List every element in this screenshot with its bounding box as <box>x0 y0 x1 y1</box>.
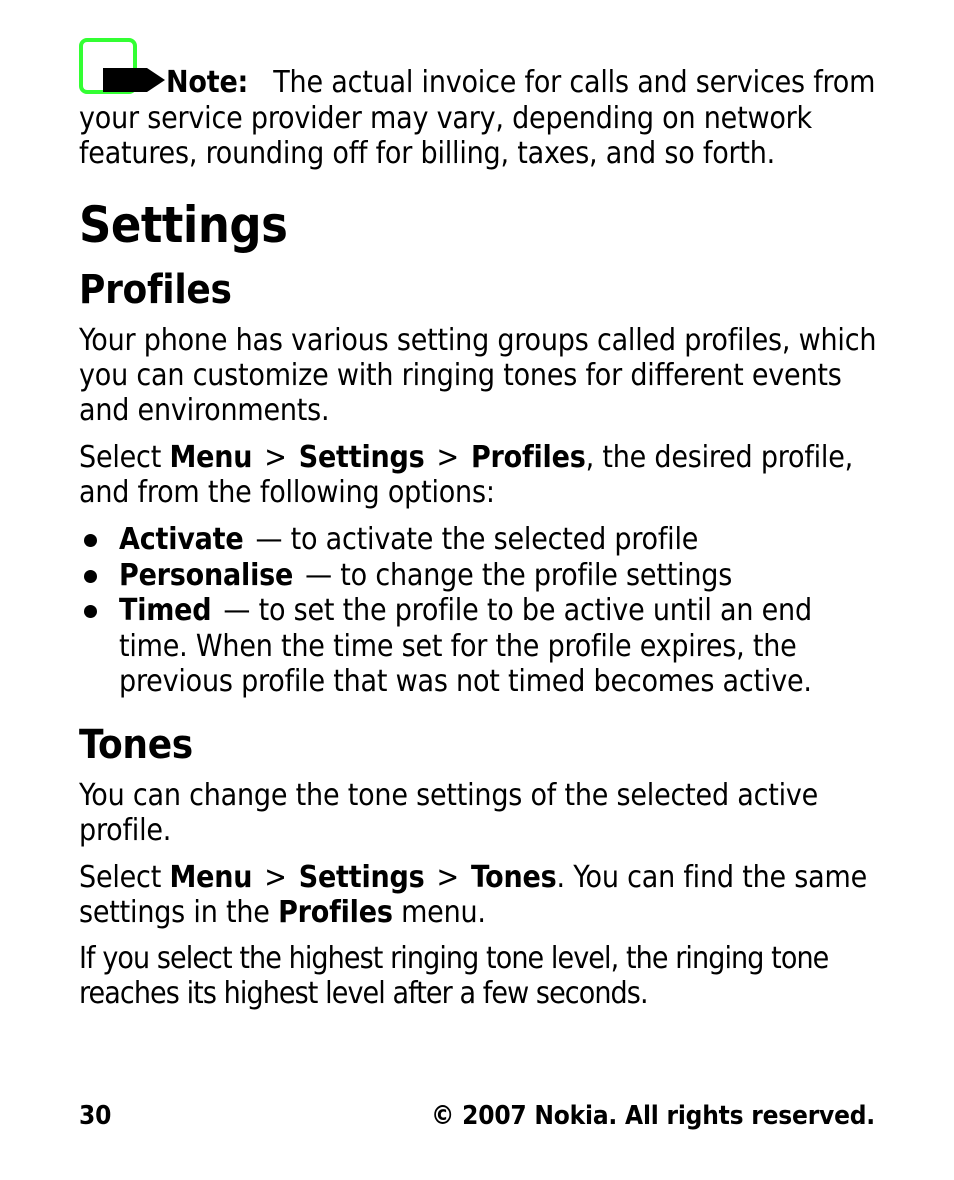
path-menu: Menu <box>169 860 253 895</box>
copyright: © 2007 Nokia. All rights reserved. <box>431 1101 875 1131</box>
tones-select-path <box>79 860 879 930</box>
option-desc: — to activate the selected profile <box>255 522 699 557</box>
bullet-icon <box>84 570 97 583</box>
note-text: The actual invoice for calls and services from your service provider may vary, depending on network features, rounding off for billing, taxes, and so forth. <box>79 65 876 171</box>
select-word: Select <box>79 440 162 475</box>
select-suffix: , the desired profile, and from the following options: <box>79 440 853 510</box>
tones-select-mid: . You can find the same settings in the <box>79 860 867 930</box>
path-separator: > <box>436 860 459 895</box>
select-word: Select <box>79 860 162 895</box>
tones-intro: You can change the tone settings of the selected active profile. <box>79 778 819 848</box>
bullet-icon <box>84 605 97 618</box>
path-menu: Menu <box>169 440 253 475</box>
path-separator: > <box>264 860 287 895</box>
profiles-select-path <box>79 440 879 510</box>
path-settings: Settings <box>298 440 425 475</box>
profiles-heading: Profiles <box>79 267 232 313</box>
list-item <box>79 522 879 558</box>
profiles-menu-label: Profiles <box>278 895 393 930</box>
page-title: Settings <box>79 196 288 254</box>
note-block <box>79 65 879 172</box>
path-separator: > <box>264 440 287 475</box>
option-name: Personalise <box>119 557 294 593</box>
tones-select-suffix: menu. <box>401 895 486 930</box>
note-label: Note: <box>166 65 249 100</box>
list-item <box>79 558 879 594</box>
profiles-intro: Your phone has various setting groups called profiles, which you can customize with ringing tones for different events and environments. <box>79 323 877 428</box>
tones-heading: Tones <box>79 722 193 768</box>
option-desc: — to change the profile settings <box>305 557 733 593</box>
option-name: Timed <box>119 593 212 628</box>
page-number: 30 <box>79 1101 112 1131</box>
note-icon <box>79 38 169 100</box>
path-separator: > <box>436 440 459 475</box>
list-item <box>79 593 879 700</box>
page-footer <box>79 1100 875 1132</box>
option-desc: — to set the profile to be active until an end time. When the time set for the profile expires, the previous profile that was not timed becomes active. <box>119 593 812 699</box>
option-name: Activate <box>119 522 244 557</box>
tones-level-text: If you select the highest ringing tone level, the ringing tone reaches its highest level after a few seconds. <box>79 941 829 1011</box>
path-settings: Settings <box>298 860 425 895</box>
profile-options-list <box>79 522 879 700</box>
bullet-icon <box>84 534 97 547</box>
path-tones: Tones <box>470 860 557 895</box>
path-profiles: Profiles <box>470 440 586 475</box>
